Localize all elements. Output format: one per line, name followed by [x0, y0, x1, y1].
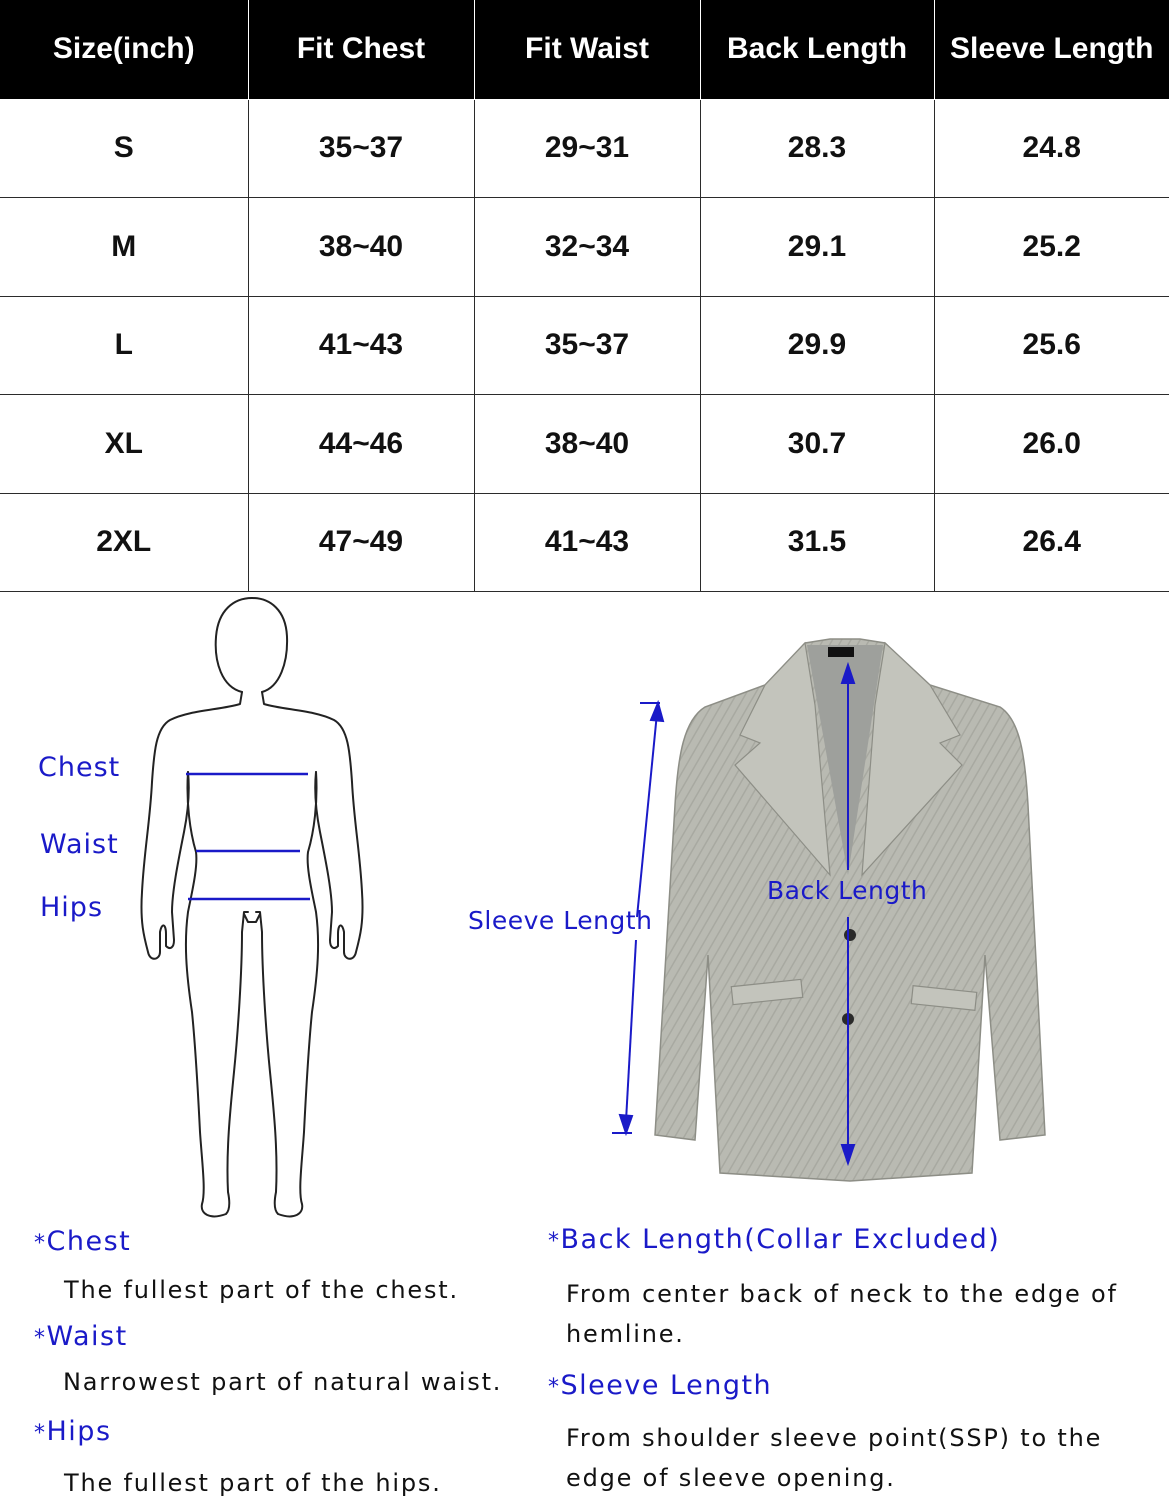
- chest-note-title: *Chest: [34, 1226, 132, 1257]
- cell-size: XL: [0, 395, 248, 494]
- cell-fit-chest: 44~46: [248, 395, 474, 494]
- cell-back-length: 31.5: [700, 493, 934, 592]
- asterisk: *: [548, 1375, 561, 1400]
- cell-size: S: [0, 99, 248, 198]
- cell-fit-waist: 38~40: [474, 395, 700, 494]
- hips-label: Hips: [40, 892, 104, 923]
- cell-sleeve-length: 26.0: [934, 395, 1169, 494]
- header-sleeve-length: Sleeve Length: [934, 0, 1169, 99]
- back-length-note-title: *Back Length(Collar Excluded): [548, 1224, 1001, 1255]
- cell-back-length: 29.1: [700, 198, 934, 297]
- cell-fit-waist: 41~43: [474, 493, 700, 592]
- size-chart-table: [0, 0, 1169, 592]
- header-fit-waist: Fit Waist: [474, 0, 700, 99]
- asterisk: *: [34, 1326, 47, 1351]
- cell-fit-chest: 35~37: [248, 99, 474, 198]
- table-header-row: [0, 0, 1169, 99]
- sleeve-length-note-text: From shoulder sleeve point(SSP) to the edge of sleeve opening.: [566, 1424, 1103, 1492]
- cell-fit-chest: 41~43: [248, 296, 474, 395]
- chest-label: Chest: [38, 752, 121, 783]
- cell-fit-waist: 35~37: [474, 296, 700, 395]
- jacket-figure: [600, 625, 1070, 1185]
- waist-label: Waist: [40, 829, 119, 860]
- back-length-label: Back Length: [767, 876, 928, 905]
- header-back-length: Back Length: [700, 0, 934, 99]
- hips-note-title: *Hips: [34, 1416, 112, 1447]
- header-size: Size(inch): [0, 0, 248, 99]
- cell-fit-waist: 29~31: [474, 99, 700, 198]
- sleeve-length-note-title: *Sleeve Length: [548, 1370, 773, 1401]
- cell-size: M: [0, 198, 248, 297]
- asterisk: *: [548, 1229, 561, 1254]
- body-outline-figure: [130, 592, 370, 1232]
- cell-size: L: [0, 296, 248, 395]
- hips-note-text: The fullest part of the hips.: [64, 1469, 442, 1497]
- cell-fit-chest: 38~40: [248, 198, 474, 297]
- table-row: [0, 198, 1169, 297]
- table-row: [0, 296, 1169, 395]
- cell-fit-chest: 47~49: [248, 493, 474, 592]
- cell-back-length: 28.3: [700, 99, 934, 198]
- cell-back-length: 29.9: [700, 296, 934, 395]
- back-length-note-text: From center back of neck to the edge of hemline.: [566, 1280, 1118, 1348]
- cell-sleeve-length: 25.6: [934, 296, 1169, 395]
- waist-note-title: *Waist: [34, 1321, 128, 1352]
- chest-note-text: The fullest part of the chest.: [64, 1276, 459, 1304]
- table-row: [0, 99, 1169, 198]
- cell-fit-waist: 32~34: [474, 198, 700, 297]
- waist-note-text: Narrowest part of natural waist.: [63, 1368, 503, 1396]
- cell-sleeve-length: 25.2: [934, 198, 1169, 297]
- header-fit-chest: Fit Chest: [248, 0, 474, 99]
- asterisk: *: [34, 1231, 47, 1256]
- asterisk: *: [34, 1421, 47, 1446]
- cell-back-length: 30.7: [700, 395, 934, 494]
- table-row: [0, 493, 1169, 592]
- jacket-icon: [600, 625, 1070, 1185]
- cell-sleeve-length: 26.4: [934, 493, 1169, 592]
- table-row: [0, 395, 1169, 494]
- cell-sleeve-length: 24.8: [934, 99, 1169, 198]
- body-outline-icon: [130, 592, 370, 1232]
- cell-size: 2XL: [0, 493, 248, 592]
- sleeve-length-label: Sleeve Length: [468, 906, 653, 935]
